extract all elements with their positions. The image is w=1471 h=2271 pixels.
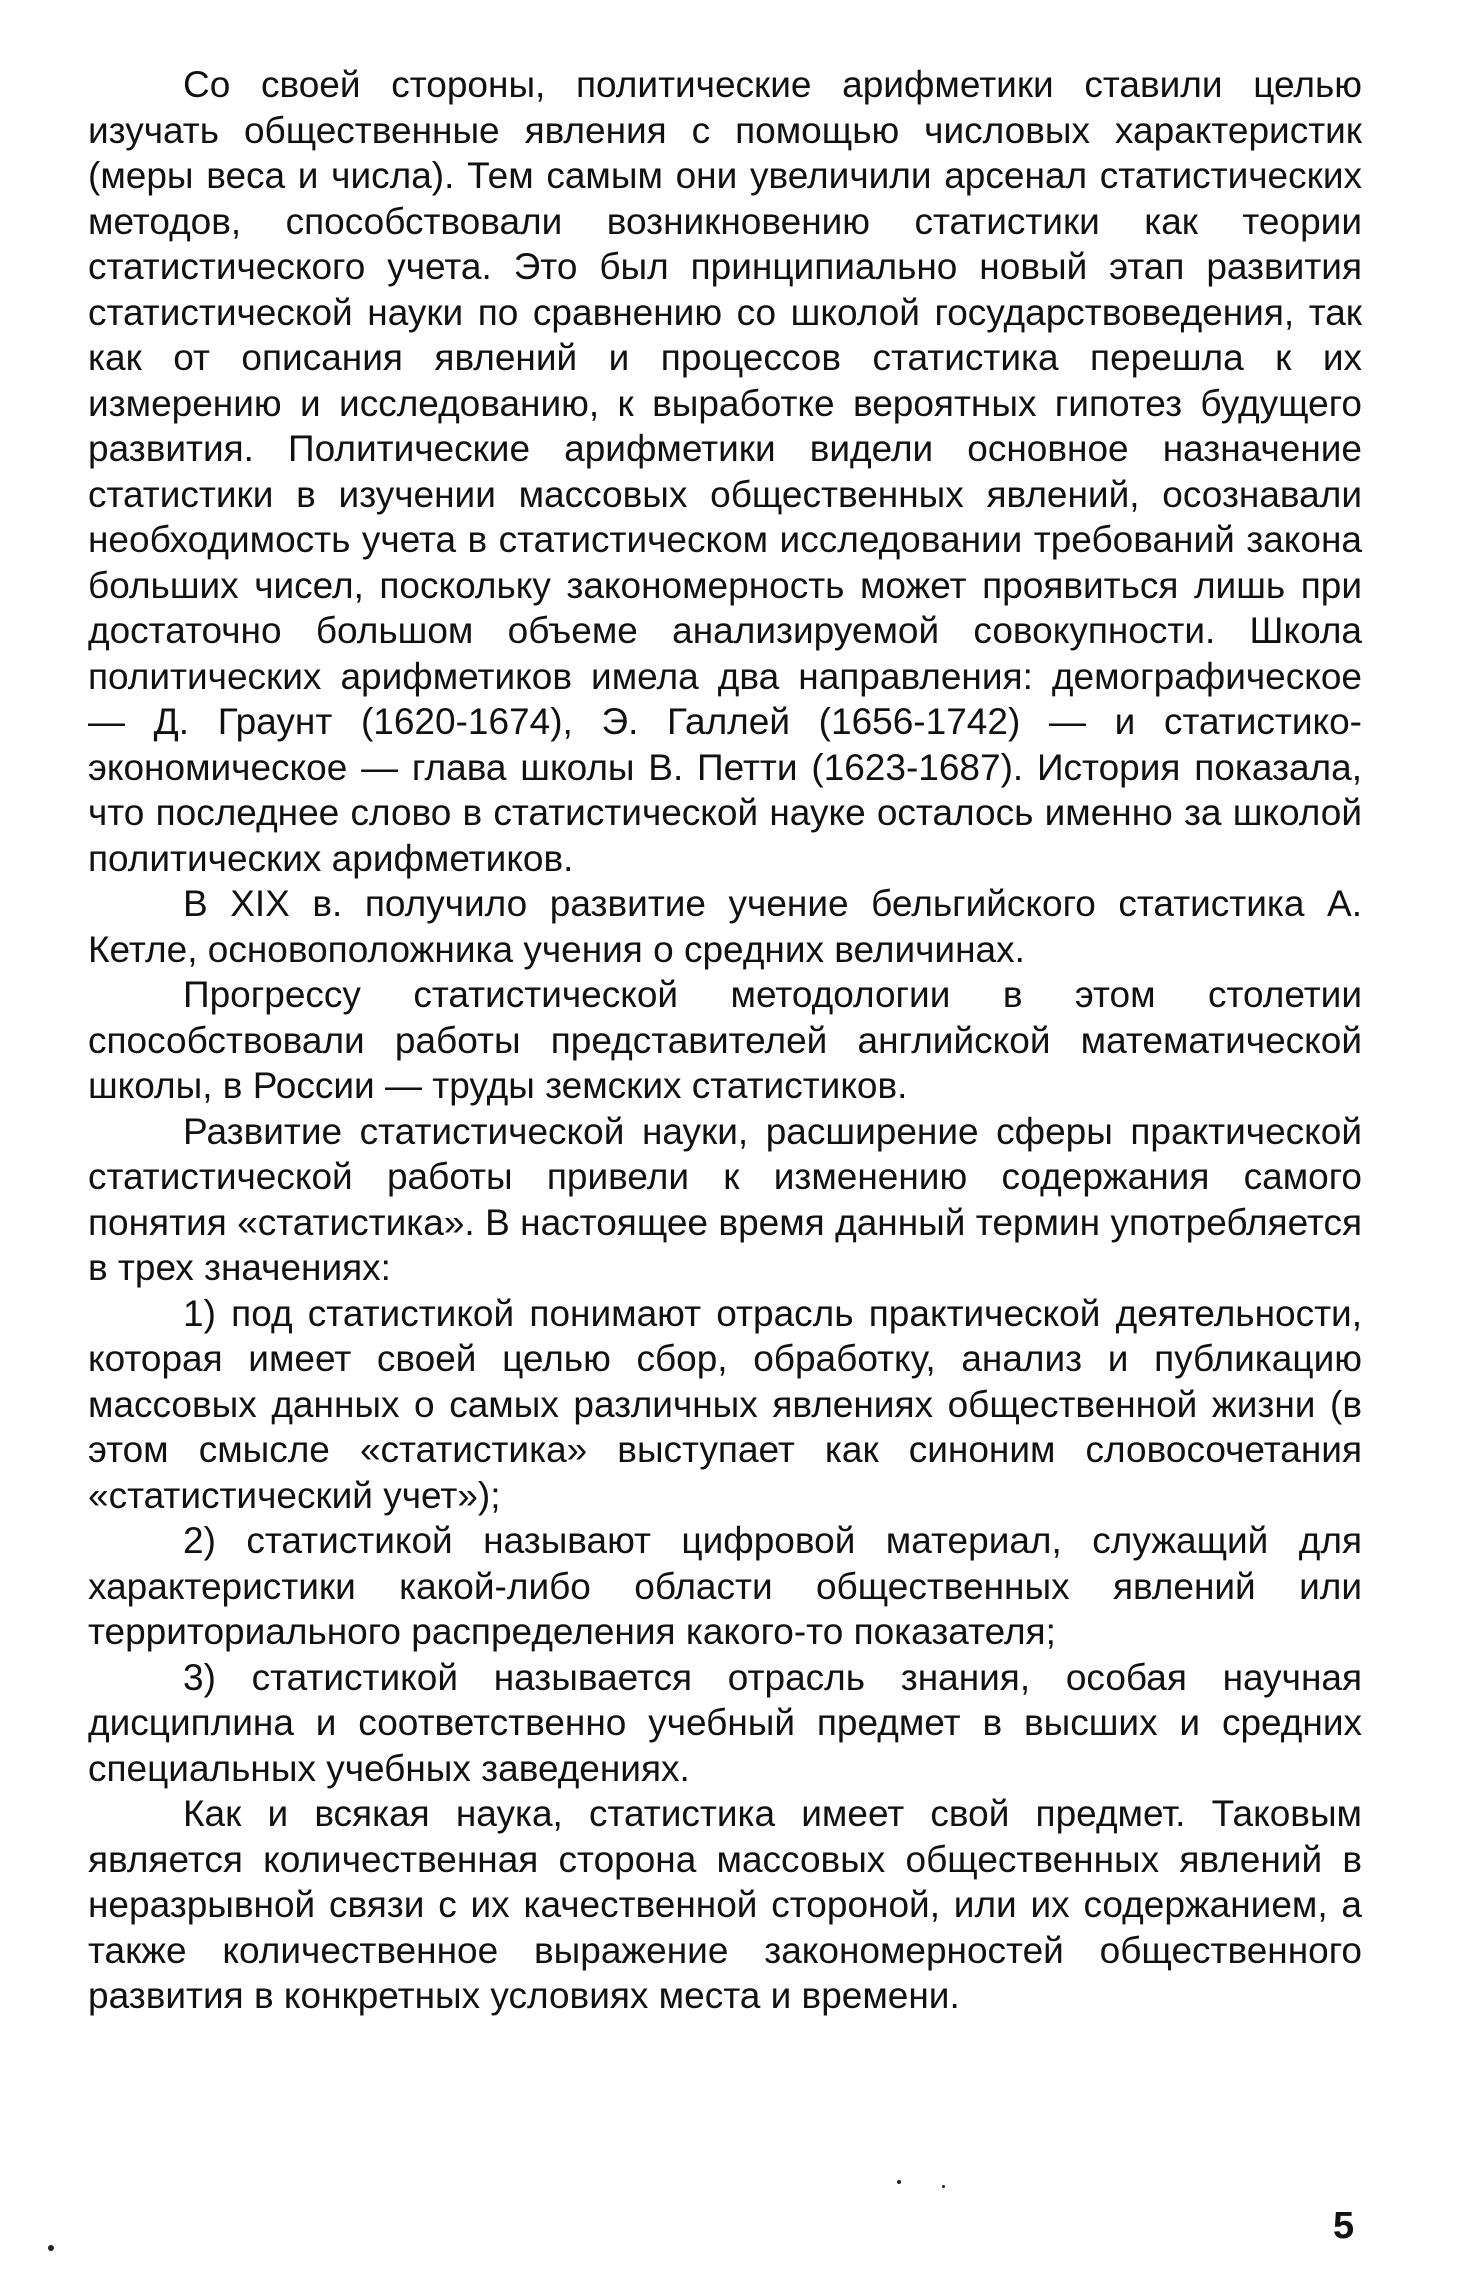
list-item-meaning-1: 1) под статистикой понимают отрасль практической деятельности, которая имеет своей целью сбор, обработку, анализ и публикацию массовых данных о самых различных явлениях общественной жизни (в этом смысле «статистика» выступает как синоним словосочетания «статистический учет»);	[88, 1292, 1362, 1516]
list-item-meaning-3: 3) статистикой называется отрасль знания, особая научная дисциплина и соответственно учебный предмет в высших и средних специальных учебных заведениях.	[88, 1656, 1362, 1789]
paragraph-political-arithmetics: Со своей стороны, политические арифметики ставили целью изучать общественные явления с помощью числовых характеристик (меры веса и числа). Тем самым они увеличили арсенал статистических методов, способствовали возникновению статистики как теории статистического учета. Это был принципиально новый этап развития статистической науки по сравнению со школой государствоведения, так как от описания явлений и процессов статистика перешла к их измерению и исследованию, к выработке вероятных гипотез будущего развития. Политические арифметики видели основное назначение статистики в изучении массовых общественных явлений, осознавали необходимость учета в статистическом исследовании требований закона больших чисел, поскольку закономерность может проявиться лишь при достаточно большом объеме анализируемой совокупности. Школа политических арифметиков имела два направления: демографическое — Д. Граунт (1620-1674), Э. Галлей (1656-1742) — и статистико-экономическое — глава школы В. Петти (1623-1687). История показала, что последнее слово в статистической науке осталось именно за школой политических арифметиков.	[88, 64, 1362, 879]
scan-speck	[897, 2180, 901, 2184]
paragraph-quetelet: В XIX в. получило развитие учение бельгийского статистика А. Кетле, основоположника учения о средних величинах.	[88, 883, 1362, 970]
page-number: 5	[1333, 2205, 1355, 2247]
paragraph-term-meanings-intro: Развитие статистической науки, расширение сферы практической статистической работы привели к изменению содержания самого понятия «статистика». В настоящее время данный термин употребляется в трех значениях:	[88, 1110, 1362, 1288]
page-body	[88, 62, 1362, 2019]
paragraph-subject-of-statistics: Как и всякая наука, статистика имеет свой предмет. Таковым является количественная сторона массовых общественных явлений в неразрывной связи с их качественной стороной, или их содержанием, а также количественное выражение закономерностей общественного развития в конкретных условиях места и времени.	[88, 1793, 1362, 2016]
list-item-meaning-2: 2) статистикой называют цифровой материал, служащий для характеристики какой-либо области общественных явлений или территориального распределения какого-то показателя;	[88, 1520, 1362, 1652]
scan-speck	[942, 2185, 945, 2188]
paragraph-methodology-progress: Прогрессу статистической методологии в этом столетии способствовали работы представителей английской математической школы, в России — труды земских статистиков.	[88, 974, 1362, 1106]
scan-speck	[48, 2245, 54, 2251]
